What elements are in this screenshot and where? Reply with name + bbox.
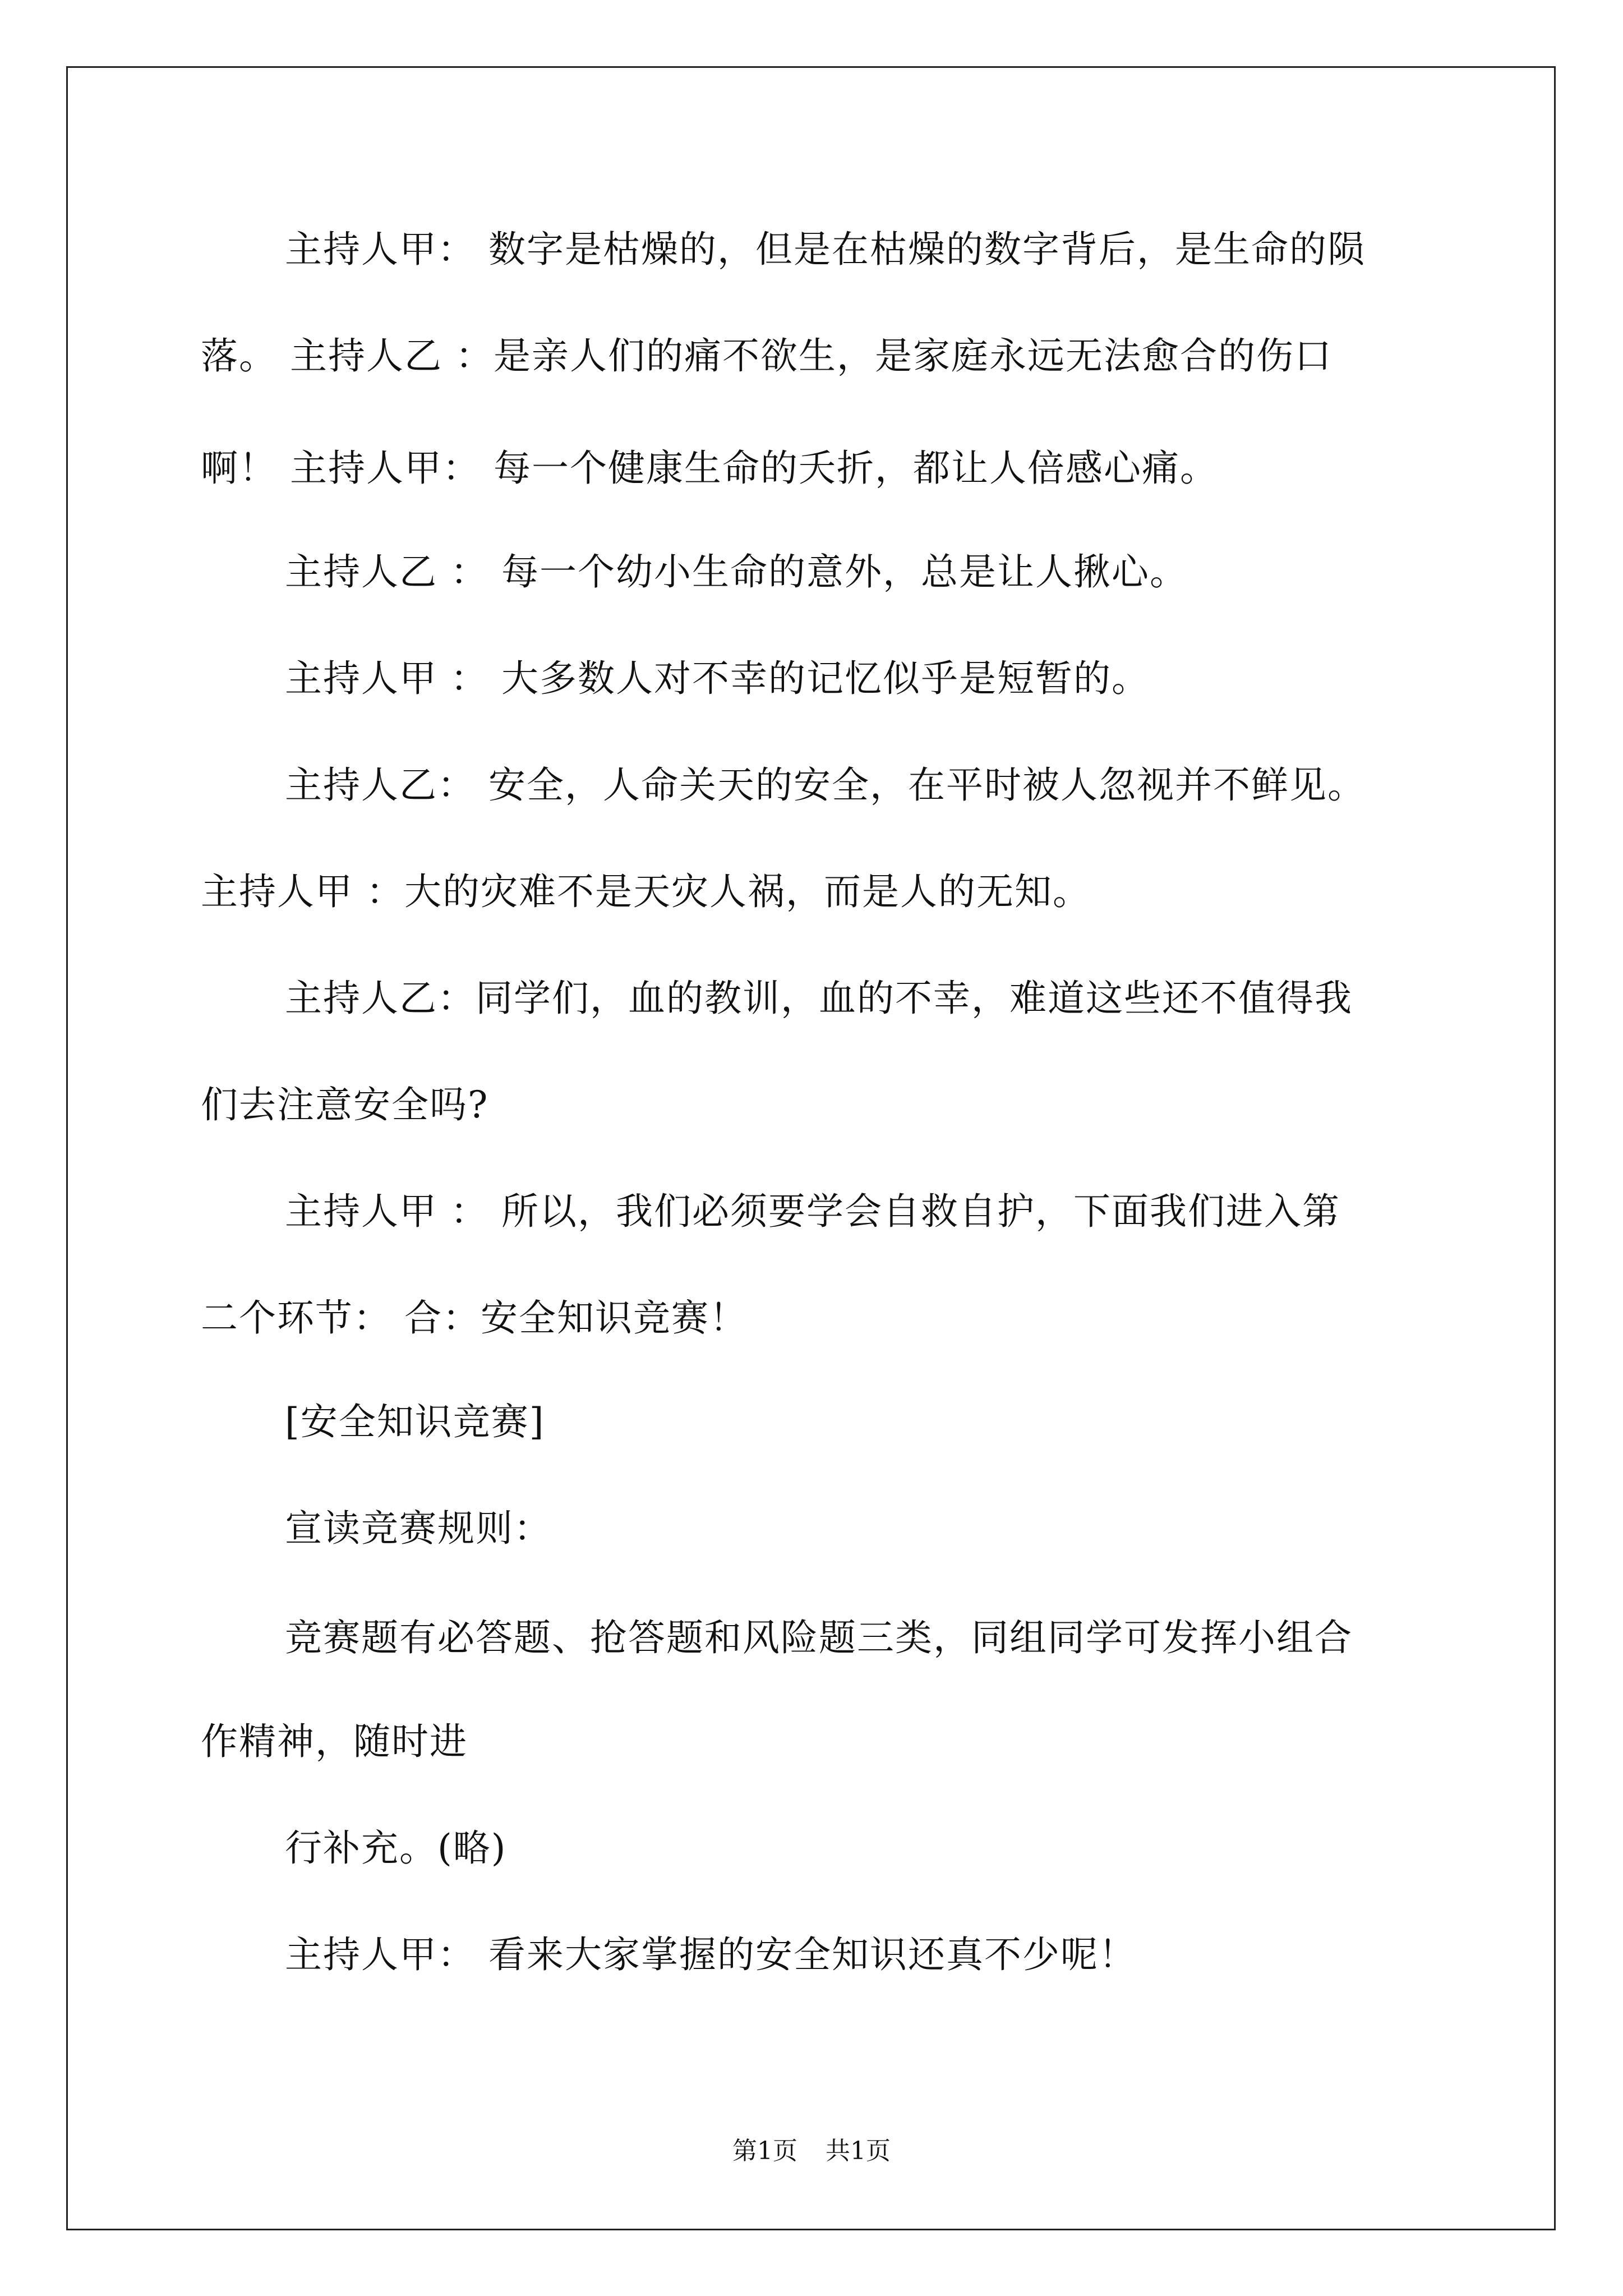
text-line: 们去注意安全吗? — [201, 1083, 489, 1126]
text-line: 主持人乙 ： 每一个幼小生命的意外，总是让人揪心。 — [285, 550, 1188, 593]
text-line: 主持人乙： 安全，人命关天的安全，在平时被人忽视并不鲜见。 — [285, 763, 1366, 807]
text-line: 主持人甲 ： 大多数人对不幸的记忆似乎是短暂的。 — [285, 657, 1150, 700]
document-body — [201, 0, 1491, 2132]
page-number: 第1页 — [732, 2137, 797, 2165]
page-footer — [0, 2134, 1623, 2168]
page-total: 共1页 — [826, 2137, 891, 2165]
text-line: 主持人甲 ： 所以，我们必须要学会自救自护，下面我们进入第 — [285, 1190, 1340, 1233]
text-line: 啊！ 主持人甲： 每一个健康生命的夭折，都让人倍感心痛。 — [201, 447, 1218, 490]
text-line: 作精神，随时进 — [201, 1720, 468, 1763]
text-line: 主持人甲 ：大的灾难不是天灾人祸，而是人的无知。 — [201, 870, 1091, 913]
text-line: 主持人甲： 数字是枯燥的，但是在枯燥的数字背后，是生命的陨 — [285, 228, 1366, 271]
text-line: 落。 主持人乙 ：是亲人们的痛不欲生，是家庭永远无法愈合的伤口 — [201, 334, 1332, 378]
text-line: 二个环节： 合：安全知识竞赛！ — [201, 1296, 748, 1340]
text-line: 主持人乙：同学们，血的教训，血的不幸，难道这些还不值得我 — [285, 977, 1353, 1020]
text-line: 宣读竞赛规则： — [285, 1507, 552, 1550]
text-line: 竞赛题有必答题、抢答题和风险题三类，同组同学可发挥小组合 — [285, 1616, 1353, 1659]
section-heading: [安全知识竞赛] — [285, 1400, 545, 1443]
text-line: 行补充。(略) — [285, 1826, 507, 1870]
text-line: 主持人甲： 看来大家掌握的安全知识还真不少呢！ — [285, 1933, 1137, 1976]
